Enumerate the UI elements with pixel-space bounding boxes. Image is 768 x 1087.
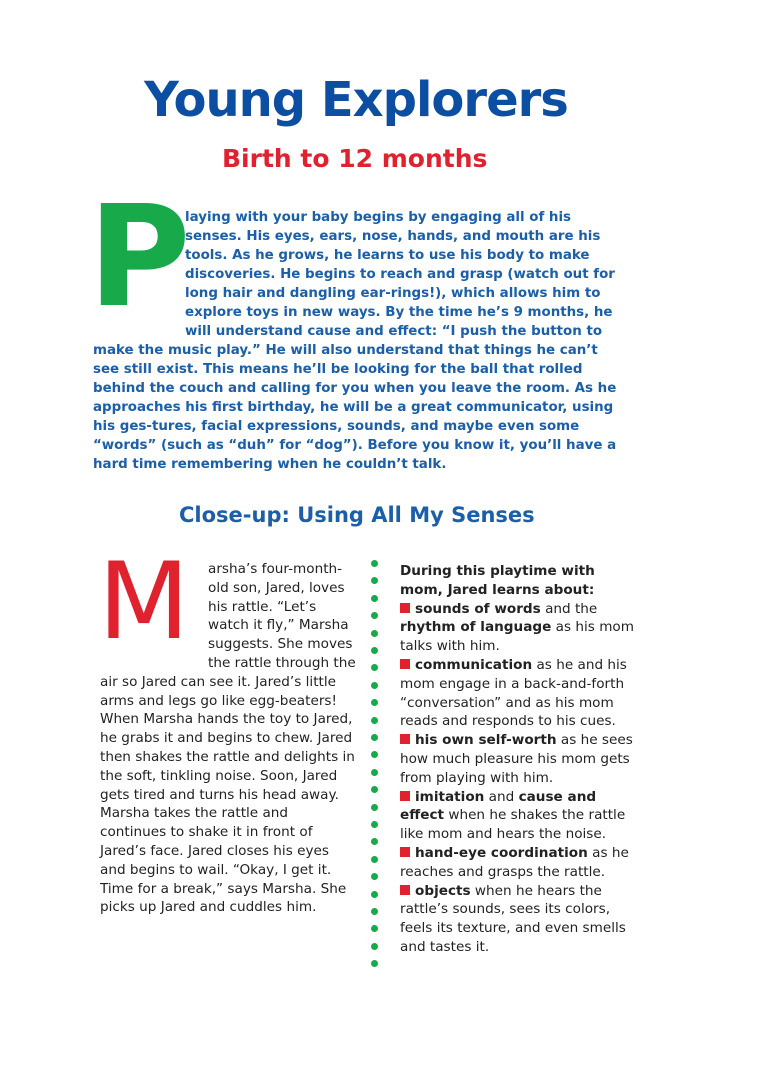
closeup-heading <box>179 503 535 527</box>
item-text: when he shakes the rattle like mom and hears the noise. <box>400 807 626 843</box>
divider-dot <box>371 821 378 828</box>
divider-dot <box>371 804 378 811</box>
list-item <box>400 600 640 656</box>
story-text: arsha’s four-month-old son, Jared, loves his rattle. “Let’s watch it fly,” Marsha suggests. She moves the rattle through the air so Jared can see it. Jared’s little arms and legs go like egg-beaters! When Marsha hands the toy to Jared, he grabs it and begins to chew. Jared then shakes the rattle and delights in the soft, tinkling noise. Soon, Jared gets tired and turns his head away. Marsha takes the rattle and continues to shake it in front of Jared’s face. Jared closes his eyes and begins to wail. “Okay, I get it. Time for a break,” says Marsha. She picks up Jared and cuddles him. <box>100 561 356 916</box>
divider-dot <box>371 664 378 671</box>
red-square-bullet-icon <box>400 659 410 669</box>
item-text: as he and his mom engage in a back-and-forth “conversation” and as his mom reads and responds to his cues. <box>400 656 627 730</box>
divider-dot <box>371 717 378 724</box>
item-keyword: imitation <box>415 788 485 805</box>
item-text: and <box>484 788 519 805</box>
red-square-bullet-icon <box>400 791 410 801</box>
item-keyword: hand-eye coordination <box>415 844 588 861</box>
closeup-title: Using All My Senses <box>297 503 535 527</box>
red-square-bullet-icon <box>400 847 410 857</box>
divider-dot <box>371 925 378 932</box>
divider-dot <box>371 682 378 689</box>
divider-dot <box>371 786 378 793</box>
dotted-divider <box>370 560 380 980</box>
item-keyword: sounds of words <box>415 600 541 617</box>
divider-dot <box>371 908 378 915</box>
red-square-bullet-icon <box>400 734 410 744</box>
divider-dot <box>371 751 378 758</box>
divider-dot <box>371 595 378 602</box>
divider-dot <box>371 647 378 654</box>
item-keyword: his own self-worth <box>415 732 557 749</box>
divider-dot <box>371 856 378 863</box>
red-square-bullet-icon <box>400 603 410 613</box>
item-keyword: objects <box>415 882 471 899</box>
list-item <box>400 731 640 787</box>
item-keyword: communication <box>415 656 533 673</box>
item-text: as he sees how much pleasure his mom gets from playing with him. <box>400 732 633 786</box>
divider-dot <box>371 960 378 967</box>
list-item <box>400 882 640 957</box>
story-paragraph <box>100 560 358 917</box>
divider-dot <box>371 699 378 706</box>
item-keyword: rhythm of language <box>400 619 552 636</box>
divider-dot <box>371 612 378 619</box>
list-item <box>400 844 640 882</box>
item-text: as his mom talks with him. <box>400 619 634 655</box>
divider-dot <box>371 943 378 950</box>
closeup-prefix: Close-up: <box>179 503 298 527</box>
divider-dot <box>371 560 378 567</box>
list-item <box>400 656 640 731</box>
divider-dot <box>371 769 378 776</box>
intro-text: laying with your baby begins by engaging all of his senses. His eyes, ears, nose, hands, and mouth are his tools. As he grows, he learns to use his body to make discoveries. He begins to reach and grasp (watch out for long hair and dangling ear-rings!), which allows him to explore toys in new ways. By the time he’s 9 months, he will understand cause and effect: “I push the button to make the music play.” He will also understand that things he can’t see still exist. This means he’ll be looking for the ball that rolled behind the couch and calling for you when you leave the room. As he approaches his first birthday, he will be a great communicator, using his ges-tures, facial expressions, sounds, and maybe even some “words” (such as “duh” for “dog”). Before you know it, you’ll have a hard time remembering when he couldn’t talk. <box>93 210 617 472</box>
divider-dot <box>371 891 378 898</box>
item-text: as he reaches and grasps the rattle. <box>400 844 629 880</box>
item-text: when he hears the rattle’s sounds, sees its colors, feels its texture, and even smells and tastes it. <box>400 882 626 955</box>
divider-dot <box>371 838 378 845</box>
intro-drop-cap: P <box>88 176 191 339</box>
item-text: and the <box>540 600 598 617</box>
page-subtitle: Birth to 12 months <box>222 144 488 173</box>
intro-paragraph <box>93 208 623 474</box>
item-keyword: cause and effect <box>400 788 597 824</box>
divider-dot <box>371 577 378 584</box>
divider-dot <box>371 873 378 880</box>
page-title: Young Explorers <box>144 72 568 128</box>
red-square-bullet-icon <box>400 885 410 895</box>
divider-dot <box>371 734 378 741</box>
learns-box <box>400 562 640 957</box>
story-drop-cap: M <box>98 540 190 663</box>
list-item <box>400 788 640 844</box>
learns-heading: During this playtime with mom, Jared learns about: <box>400 563 595 598</box>
divider-dot <box>371 630 378 637</box>
